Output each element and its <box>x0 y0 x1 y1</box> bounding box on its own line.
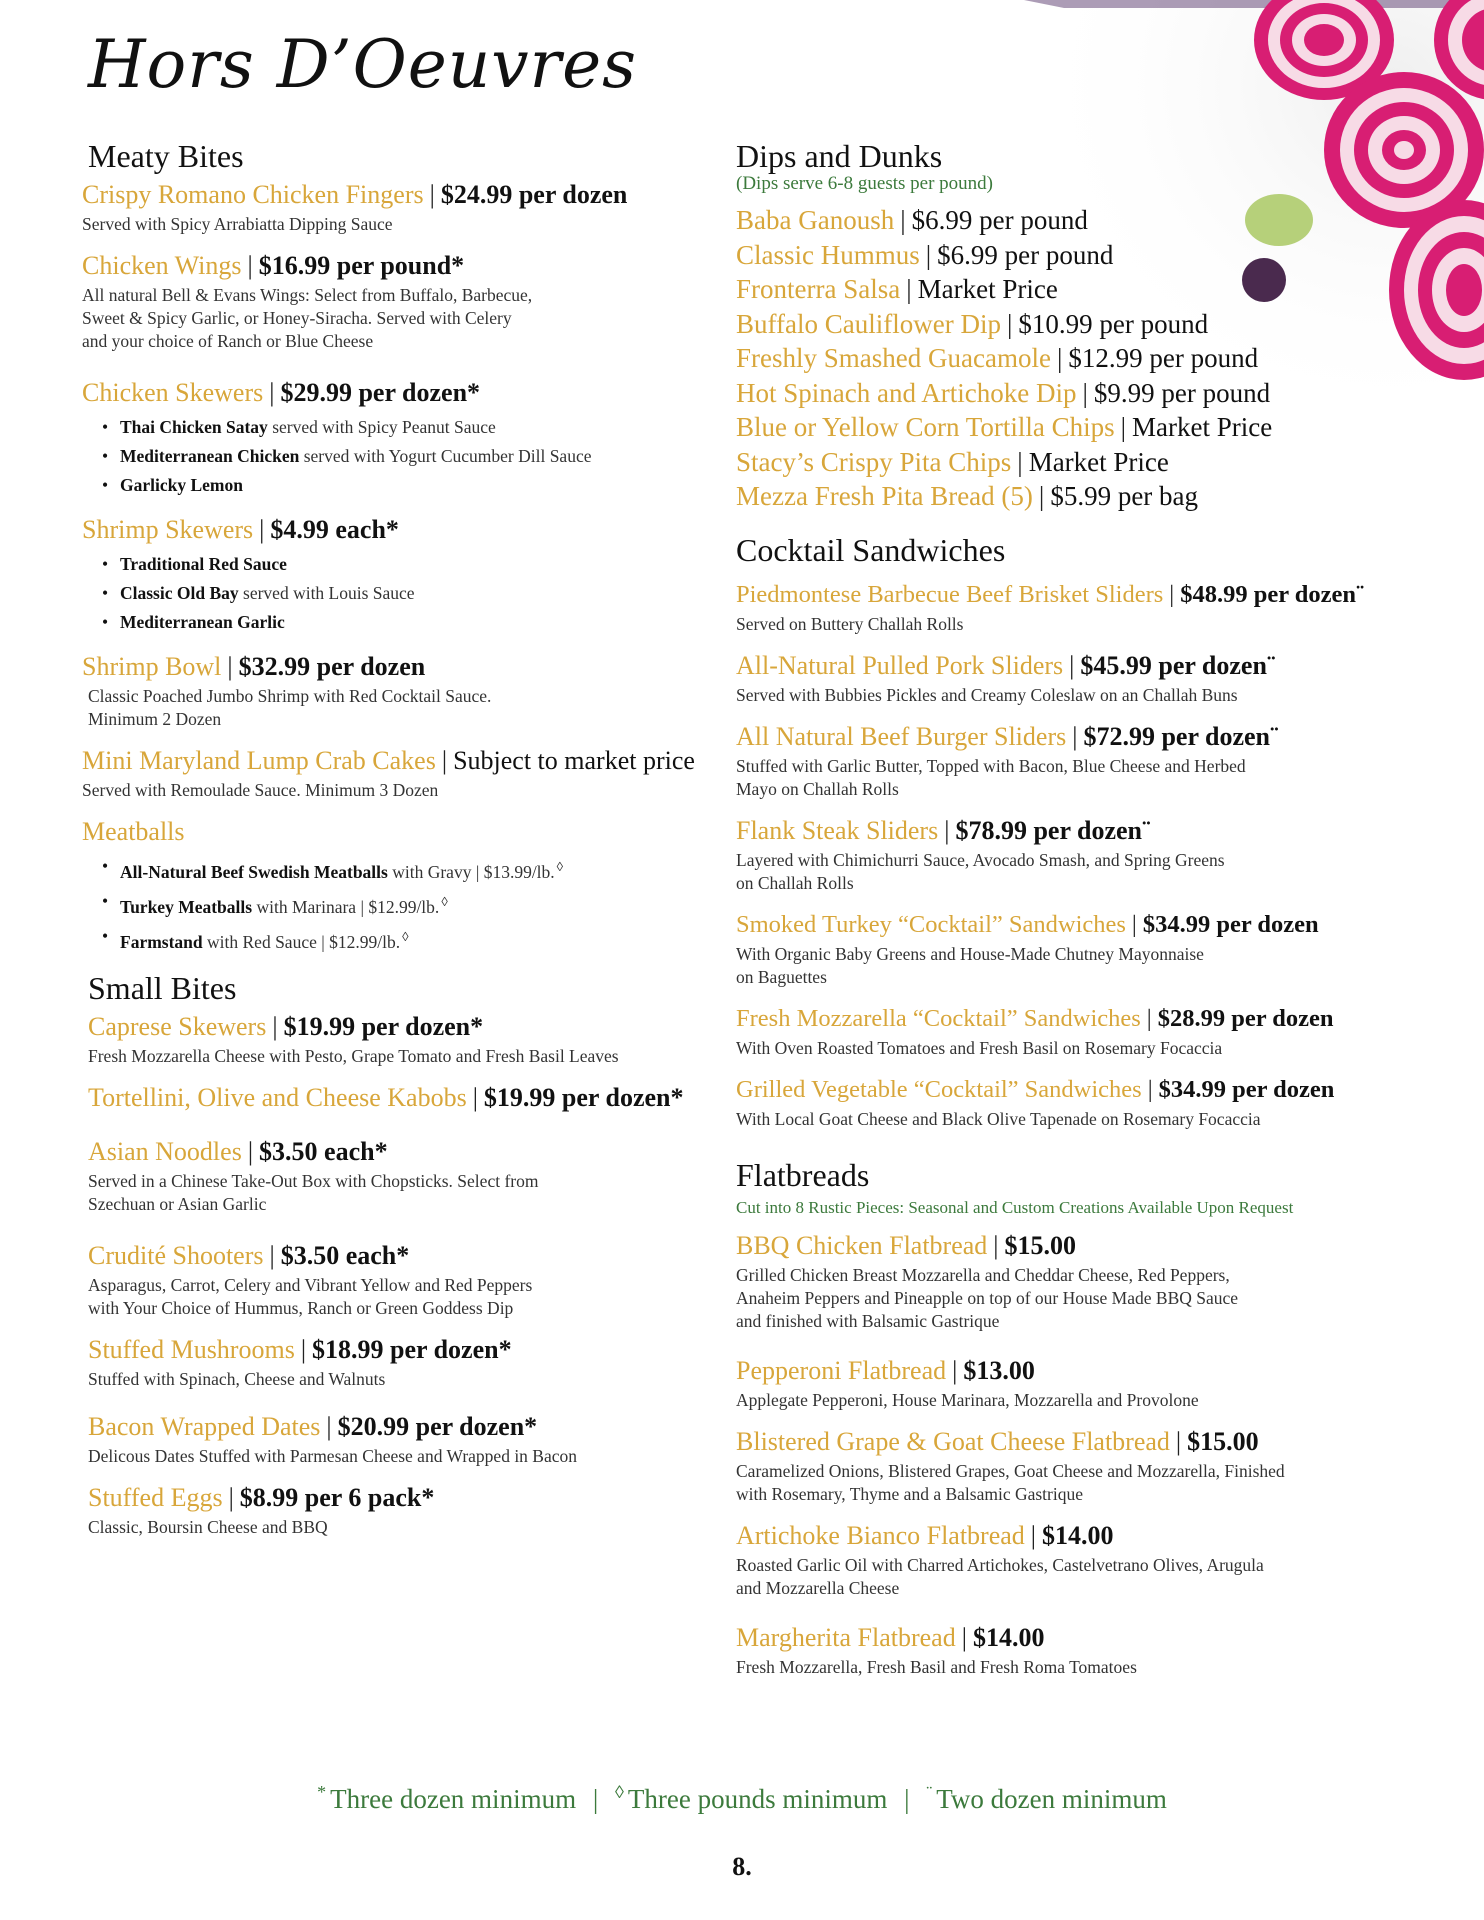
dip-item: Fronterra Salsa | Market Price <box>736 274 1058 304</box>
item-description: Served with Remoulade Sauce. Minimum 3 Dozen <box>82 780 439 800</box>
item-price: $15.00 <box>1004 1230 1077 1260</box>
item-price: $45.99 per dozen¨ <box>1080 650 1276 680</box>
menu-item: Pepperoni Flatbread | $13.00 Applegate Pepperoni, House Marinara, Mozzarella and Provolone <box>736 1355 1456 1412</box>
item-description: Applegate Pepperoni, House Marinara, Mozzarella and Provolone <box>736 1389 1199 1410</box>
item-name: BBQ Chicken Flatbread <box>736 1230 988 1260</box>
menu-item <box>82 816 722 956</box>
item-description: Stuffed with Garlic Butter, Topped with Bacon, Blue Cheese and Herbed Mayo on Challah Rolls <box>736 755 1246 799</box>
menu-item: Tortellini, Olive and Cheese Kabobs | $19.99 per dozen* <box>88 1083 684 1113</box>
item-description: Served in a Chinese Take-Out Box with Chopsticks. Select from Szechuan or Asian Garlic <box>88 1171 539 1215</box>
item-name: Flank Steak Sliders <box>736 815 939 845</box>
item-name: Asian Noodles <box>88 1137 242 1167</box>
menu-item: Shrimp Bowl | $32.99 per dozen Classic Poached Jumbo Shrimp with Red Cocktail Sauce. Minimum 2 Dozen <box>82 651 722 731</box>
item-price: $32.99 per dozen <box>238 652 426 681</box>
item-price: $19.99 per dozen* <box>483 1083 684 1113</box>
item-price: $16.99 per pound* <box>258 251 465 280</box>
item-name: Blistered Grape & Goat Cheese Flatbread <box>736 1426 1170 1456</box>
menu-item: Blistered Grape & Goat Cheese Flatbread | $15.00 Caramelized Onions, Blistered Grapes, Goat Cheese and Mozzarella, Finished with Rosemary, Thyme and a Balsamic Gastrique <box>736 1426 1456 1506</box>
item-price: $28.99 per dozen <box>1157 1004 1334 1032</box>
item-description: Fresh Mozzarella Cheese with Pesto, Grape Tomato and Fresh Basil Leaves <box>88 1046 619 1067</box>
item-price: $34.99 per dozen <box>1158 1075 1335 1103</box>
section-title-sandwiches: Cocktail Sandwiches <box>736 531 1006 568</box>
item-name: Stuffed Mushrooms <box>88 1335 295 1365</box>
menu-item: Mini Maryland Lump Crab Cakes | Subject to market price Served with Remoulade Sauce. Minimum 3 Dozen <box>82 745 722 802</box>
item-name: Chicken Wings <box>82 251 242 280</box>
flatbreads-note: Cut into 8 Rustic Pieces: Seasonal and Custom Creations Available Upon Request <box>736 1197 1294 1217</box>
item-description: Roasted Garlic Oil with Charred Artichokes, Castelvetrano Olives, Arugula and Mozzarella Cheese <box>736 1554 1264 1598</box>
section-title-small-bites: Small Bites <box>88 970 237 1007</box>
menu-item: Asian Noodles | $3.50 each* Served in a Chinese Take-Out Box with Chopsticks. Select from Szechuan or Asian Garlic <box>88 1136 722 1216</box>
item-name: Bacon Wrapped Dates <box>88 1412 321 1442</box>
item-price: $78.99 per dozen¨ <box>955 815 1151 845</box>
dip-item: Blue or Yellow Corn Tortilla Chips | Market Price <box>736 412 1273 442</box>
item-name: Pepperoni Flatbread <box>736 1355 947 1385</box>
list-item: • Garlicky Lemon <box>102 471 722 500</box>
list-item: • Traditional Red Sauce <box>102 550 722 579</box>
section-title-meaty-bites: Meaty Bites <box>88 138 244 174</box>
menu-item: All-Natural Pulled Pork Sliders | $45.99 per dozen¨ Served with Bubbies Pickles and Creamy Coleslaw on an Challah Buns <box>736 650 1456 707</box>
item-name: Chicken Skewers <box>82 378 264 407</box>
item-description: Asparagus, Carrot, Celery and Vibrant Yellow and Red Peppers with Your Choice of Hummus, Ranch or Green Goddess Dip <box>88 1275 533 1319</box>
item-description: Fresh Mozzarella, Fresh Basil and Fresh Roma Tomatoes <box>736 1656 1137 1677</box>
item-description: Served with Bubbies Pickles and Creamy Coleslaw on an Challah Buns <box>736 684 1238 705</box>
minimums-legend: * Three dozen minimum | ◊ Three pounds minimum | ¨ Two dozen minimum <box>317 1782 1167 1814</box>
list-item: • Farmstand with Red Sauce | $12.99/lb. ◊ <box>102 922 722 957</box>
item-price: $3.50 each* <box>280 1241 410 1271</box>
item-name: Grilled Vegetable “Cocktail” Sandwiches <box>736 1075 1142 1103</box>
item-name: Shrimp Skewers <box>82 515 254 544</box>
item-name: Tortellini, Olive and Cheese Kabobs <box>88 1083 467 1113</box>
item-description: Served on Buttery Challah Rolls <box>736 613 964 634</box>
menu-item: Stuffed Mushrooms | $18.99 per dozen* Stuffed with Spinach, Cheese and Walnuts <box>88 1334 722 1391</box>
page-title: Hors D’Oeuvres <box>88 26 638 103</box>
menu-item: Stuffed Eggs | $8.99 per 6 pack* Classic, Boursin Cheese and BBQ <box>88 1482 722 1539</box>
menu-item: Margherita Flatbread | $14.00 Fresh Mozzarella, Fresh Basil and Fresh Roma Tomatoes <box>736 1622 1456 1679</box>
menu-item: Flank Steak Sliders | $78.99 per dozen¨ Layered with Chimichurri Sauce, Avocado Smash, and Spring Greens on Challah Rolls <box>736 815 1456 895</box>
item-name: Crispy Romano Chicken Fingers <box>82 180 424 209</box>
menu-item: All Natural Beef Burger Sliders | $72.99 per dozen¨ Stuffed with Garlic Butter, Topped with Bacon, Blue Cheese and Herbed Mayo on Challah Rolls <box>736 721 1456 801</box>
item-price: $24.99 per dozen <box>440 180 628 209</box>
item-name: Shrimp Bowl <box>82 652 222 681</box>
item-name: Smoked Turkey “Cocktail” Sandwiches <box>736 910 1126 938</box>
menu-item: Crispy Romano Chicken Fingers | $24.99 per dozen Served with Spicy Arrabiatta Dipping Sauce <box>82 179 722 236</box>
item-name: Caprese Skewers <box>88 1012 267 1042</box>
section-title-dips: Dips and Dunks <box>736 138 943 174</box>
menu-item: Chicken Skewers | $29.99 per dozen* • Thai Chicken Satay served with Spicy Peanut Sauce • Mediterranean Chicken served with Yogurt Cucumber Dill Sauce • Garlicky Lemon <box>82 377 722 500</box>
item-price: $72.99 per dozen¨ <box>1083 721 1279 751</box>
item-price: $15.00 <box>1187 1426 1259 1456</box>
item-price: $48.99 per dozen¨ <box>1180 580 1365 608</box>
item-name: All Natural Beef Burger Sliders <box>736 721 1067 751</box>
item-description: Layered with Chimichurri Sauce, Avocado Smash, and Spring Greens on Challah Rolls <box>736 849 1225 893</box>
menu-item: Caprese Skewers | $19.99 per dozen* Fresh Mozzarella Cheese with Pesto, Grape Tomato and Fresh Basil Leaves <box>88 1011 722 1068</box>
item-name: Mini Maryland Lump Crab Cakes <box>82 746 436 775</box>
dips-note: (Dips serve 6-8 guests per pound) <box>736 173 993 194</box>
sandwiches-section <box>736 532 1456 1131</box>
item-description: With Organic Baby Greens and House-Made Chutney Mayonnaise on Baguettes <box>736 943 1204 987</box>
item-description: All natural Bell & Evans Wings: Select from Buffalo, Barbecue, Sweet & Spicy Garlic, or Honey-Siracha. Served with Celery and your choice of Ranch or Blue Cheese <box>82 285 533 351</box>
item-price: $18.99 per dozen* <box>312 1335 512 1365</box>
small-bites-section <box>82 970 722 1539</box>
item-name: All-Natural Pulled Pork Sliders <box>736 650 1064 680</box>
section-title-flatbreads: Flatbreads <box>736 1156 870 1193</box>
menu-item: Bacon Wrapped Dates | $20.99 per dozen* Delicous Dates Stuffed with Parmesan Cheese and Wrapped in Bacon <box>88 1411 722 1468</box>
dip-item: Classic Hummus | $6.99 per pound <box>736 239 1114 270</box>
item-price: $14.00 <box>972 1622 1045 1652</box>
item-name: Stuffed Eggs <box>88 1483 223 1513</box>
dip-item: Baba Ganoush | $6.99 per pound <box>736 205 1088 235</box>
list-item: • Thai Chicken Satay served with Spicy Peanut Sauce <box>102 413 722 442</box>
dip-item: Stacy’s Crispy Pita Chips | Market Price <box>736 446 1169 477</box>
menu-item: Grilled Vegetable “Cocktail” Sandwiches | $34.99 per dozen With Local Goat Cheese and Black Olive Tapenade on Rosemary Focaccia <box>736 1074 1456 1131</box>
list-item: • All-Natural Beef Swedish Meatballs with Gravy | $13.99/lb. ◊ <box>102 852 722 887</box>
right-column <box>736 138 1456 1693</box>
menu-item: Piedmontese Barbecue Beef Brisket Sliders | $48.99 per dozen¨ Served on Buttery Challah Rolls <box>736 579 1456 636</box>
left-column <box>82 138 722 1553</box>
item-description: With Local Goat Cheese and Black Olive Tapenade on Rosemary Focaccia <box>736 1108 1261 1129</box>
item-price: $19.99 per dozen* <box>283 1012 484 1042</box>
page-number: 8. <box>732 1852 752 1881</box>
option-list <box>82 413 722 500</box>
item-price: $14.00 <box>1042 1520 1114 1550</box>
flatbreads-section <box>736 1157 1456 1679</box>
option-list <box>82 550 722 637</box>
dip-item: Mezza Fresh Pita Bread (5) | $5.99 per bag <box>736 481 1199 511</box>
menu-item: Crudité Shooters | $3.50 each* Asparagus, Carrot, Celery and Vibrant Yellow and Red Peppers with Your Choice of Hummus, Ranch or Green Goddess Dip <box>88 1240 722 1320</box>
item-name: Artichoke Bianco Flatbread <box>736 1520 1025 1550</box>
item-price: $13.00 <box>963 1355 1035 1385</box>
item-name: Meatballs <box>82 817 185 846</box>
meaty-bites-section <box>82 138 722 956</box>
item-description: Classic, Boursin Cheese and BBQ <box>88 1517 328 1538</box>
dip-item: Hot Spinach and Artichoke Dip | $9.99 per pound <box>736 377 1271 408</box>
item-description: Delicous Dates Stuffed with Parmesan Cheese and Wrapped in Bacon <box>88 1446 578 1467</box>
menu-item: Fresh Mozzarella “Cocktail” Sandwiches | $28.99 per dozen With Oven Roasted Tomatoes and Fresh Basil on Rosemary Focaccia <box>736 1003 1456 1060</box>
item-price: $34.99 per dozen <box>1142 910 1319 938</box>
item-name: Margherita Flatbread <box>736 1622 956 1652</box>
menu-item: Chicken Wings | $16.99 per pound* All natural Bell & Evans Wings: Select from Buffalo, Barbecue, Sweet & Spicy Garlic, or Honey-Siracha. Served with Celery and your choice of Ranch or Blue Cheese <box>82 250 722 353</box>
menu-item: Artichoke Bianco Flatbread | $14.00 Roasted Garlic Oil with Charred Artichokes, Castelvetrano Olives, Arugula and Mozzarella Cheese <box>736 1520 1456 1600</box>
item-price: $3.50 each* <box>259 1137 388 1167</box>
dip-item: Buffalo Cauliflower Dip | $10.99 per pound <box>736 308 1209 339</box>
item-name: Crudité Shooters <box>88 1241 264 1271</box>
item-name: Piedmontese Barbecue Beef Brisket Sliders <box>736 580 1164 608</box>
menu-item: Shrimp Skewers | $4.99 each* • Traditional Red Sauce • Classic Old Bay served with Louis Sauce • Mediterranean Garlic <box>82 514 722 637</box>
item-description: Stuffed with Spinach, Cheese and Walnuts <box>88 1369 386 1390</box>
menu-item: BBQ Chicken Flatbread | $15.00 Grilled Chicken Breast Mozzarella and Cheddar Cheese, Red Peppers, Anaheim Peppers and Pineapple on top of our House Made BBQ Sauce and finished with Balsamic Gastrique <box>736 1230 1456 1333</box>
list-item: • Mediterranean Chicken served with Yogurt Cucumber Dill Sauce <box>102 442 722 471</box>
dip-item: Freshly Smashed Guacamole | $12.99 per pound <box>736 343 1259 373</box>
item-description: Served with Spicy Arrabiatta Dipping Sauce <box>82 214 393 234</box>
item-price: $8.99 per 6 pack* <box>239 1483 435 1513</box>
menu-item: Smoked Turkey “Cocktail” Sandwiches | $34.99 per dozen With Organic Baby Greens and House-Made Chutney Mayonnaise on Baguettes <box>736 909 1456 989</box>
item-price: $29.99 per dozen* <box>280 378 481 407</box>
list-item: • Turkey Meatballs with Marinara | $12.99/lb. ◊ <box>102 887 722 922</box>
list-item: • Classic Old Bay served with Louis Sauce <box>102 579 722 608</box>
item-price: $4.99 each* <box>270 515 399 544</box>
item-description: Grilled Chicken Breast Mozzarella and Cheddar Cheese, Red Peppers, Anaheim Peppers and Pineapple on top of our House Made BBQ Sauce and finished with Balsamic Gastrique <box>736 1264 1239 1331</box>
item-description: Caramelized Onions, Blistered Grapes, Goat Cheese and Mozzarella, Finished with Rosemary, Thyme and a Balsamic Gastrique <box>736 1460 1285 1504</box>
item-description: Classic Poached Jumbo Shrimp with Red Cocktail Sauce. Minimum 2 Dozen <box>88 686 492 729</box>
item-description: With Oven Roasted Tomatoes and Fresh Basil on Rosemary Focaccia <box>736 1037 1223 1058</box>
item-name: Fresh Mozzarella “Cocktail” Sandwiches <box>736 1004 1141 1032</box>
item-price: $20.99 per dozen* <box>337 1412 538 1442</box>
option-list <box>82 852 722 956</box>
list-item: • Mediterranean Garlic <box>102 608 722 637</box>
dips-section <box>736 138 1456 514</box>
item-price: Subject to market price <box>453 746 695 775</box>
